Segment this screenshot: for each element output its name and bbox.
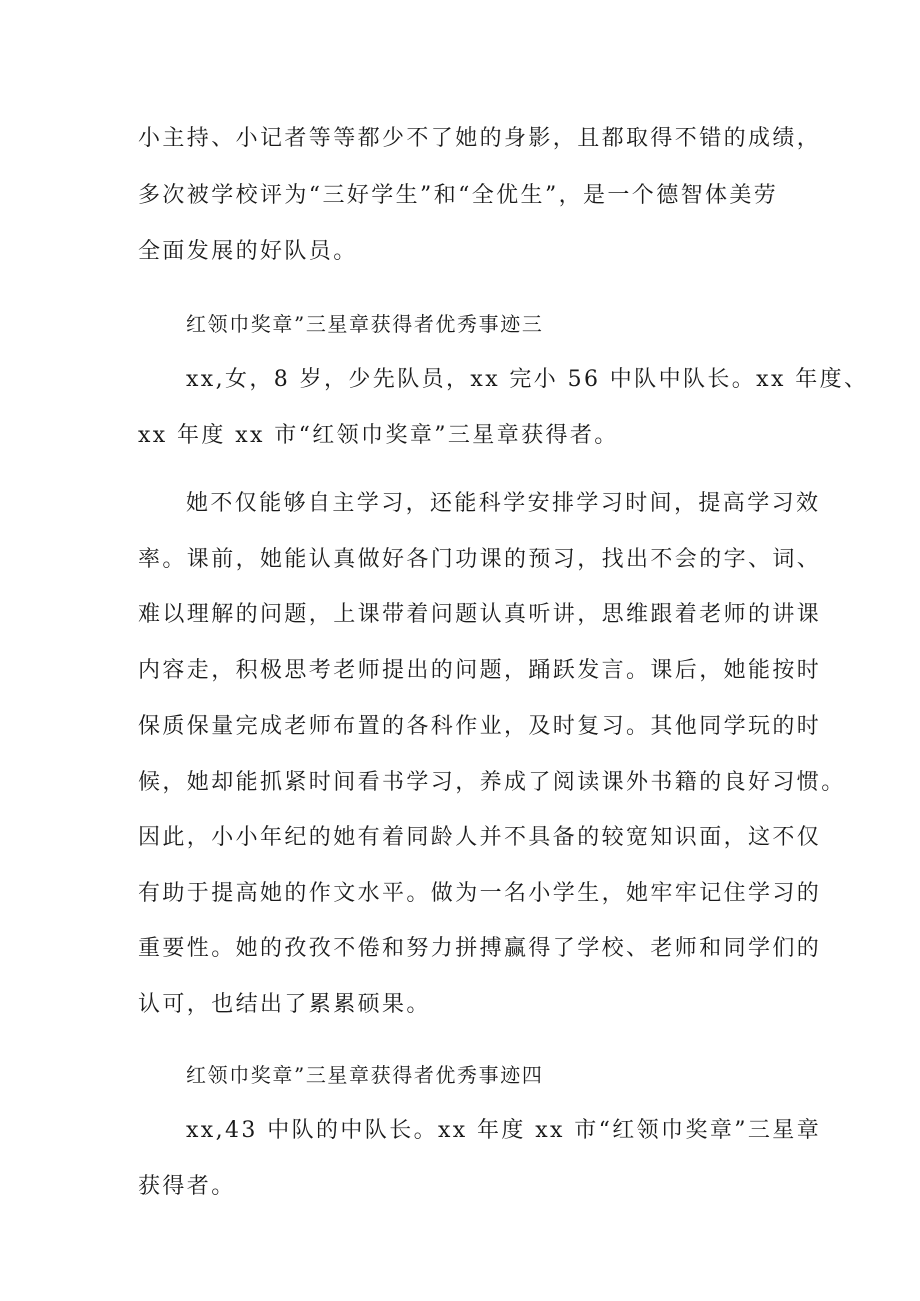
paragraph-line: 率。课前，她能认真做好各门功课的预习，找出不会的字、词、 [138, 547, 822, 572]
paragraph-line: 难以理解的问题，上课带着问题认真听讲，思维跟着老师的讲课 [138, 602, 822, 627]
section-heading-3: 红领巾奖章”三星章获得者优秀事迹三 [186, 312, 544, 336]
paragraph-line: 小主持、小记者等等都少不了她的身影，且都取得不错的成绩， [138, 126, 822, 151]
paragraph-line: xx,女，8 岁，少先队员，xx 完小 56 中队中队长。xx 年度、 [186, 367, 869, 392]
paragraph-line: 候，她却能抓紧时间看书学习，养成了阅读课外书籍的良好习惯。 [138, 770, 846, 795]
paragraph-line: 她不仅能够自主学习，还能科学安排学习时间，提高学习效 [186, 491, 821, 516]
paragraph-line: 因此，小小年纪的她有着同龄人并不具备的较宽知识面，这不仅 [138, 825, 822, 850]
paragraph-line: 获得者。 [138, 1174, 236, 1199]
paragraph-line: 内容走，积极思考老师提出的问题，踊跃发言。课后，她能按时 [138, 658, 822, 683]
paragraph-line: xx,43 中队的中队长。xx 年度 xx 市“红领巾奖章”三星章 [186, 1118, 822, 1143]
paragraph-line: 认可，也结出了累累硕果。 [138, 992, 431, 1017]
paragraph-line: 有助于提高她的作文水平。做为一名小学生，她牢牢记住学习的 [138, 881, 822, 906]
section-heading-4: 红领巾奖章”三星章获得者优秀事迹四 [186, 1063, 544, 1087]
paragraph-line: 全面发展的好队员。 [138, 239, 358, 264]
paragraph-line: 多次被学校评为“三好学生”和“全优生”，是一个德智体美劳 [138, 183, 779, 208]
paragraph-line: 保质保量完成老师布置的各科作业，及时复习。其他同学玩的时 [138, 714, 822, 739]
paragraph-line: xx 年度 xx 市“红领巾奖章”三星章获得者。 [138, 423, 619, 448]
paragraph-line: 重要性。她的孜孜不倦和努力拼搏赢得了学校、老师和同学们的 [138, 936, 822, 961]
